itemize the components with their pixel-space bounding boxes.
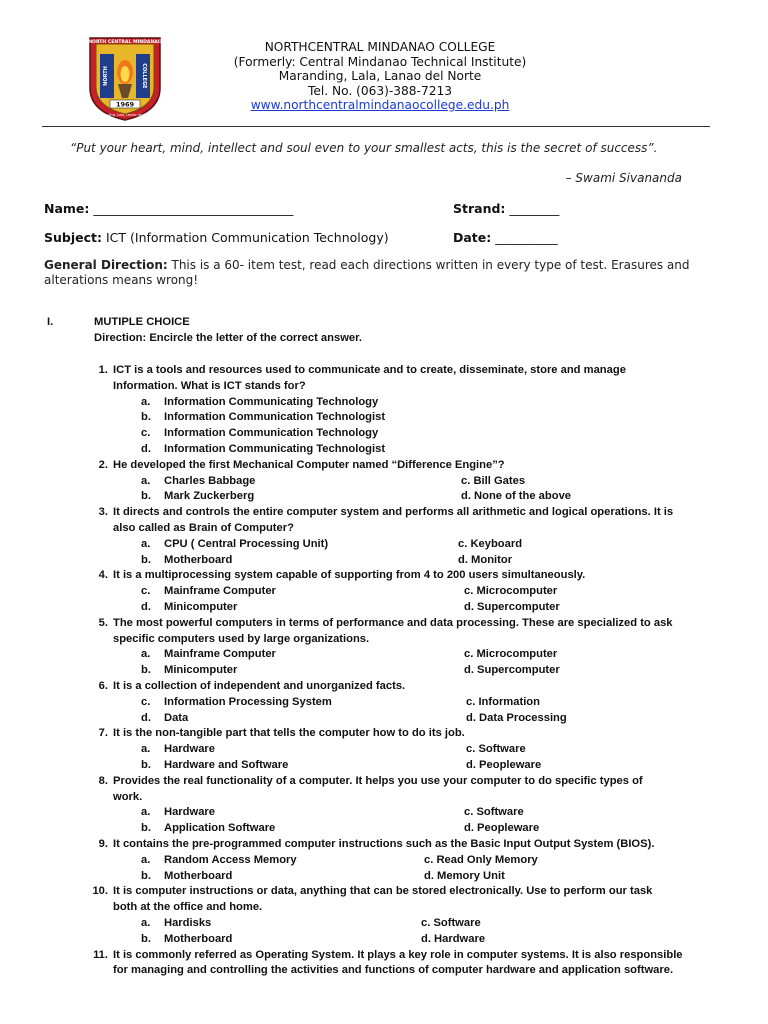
- option-letter: a.: [141, 648, 151, 661]
- option-letter: a.: [141, 474, 151, 487]
- option-text: Charles Babbage: [164, 474, 256, 487]
- strand-blank: ________: [509, 201, 560, 216]
- option-text: Information Communicating Technologist: [164, 443, 386, 455]
- logo-top-text: NORTH CENTRAL MINDANAO: [88, 40, 162, 45]
- option-letter: b.: [141, 869, 151, 882]
- strand-field[interactable]: [453, 201, 559, 216]
- general-direction: [44, 258, 710, 288]
- subject-field: [44, 230, 389, 245]
- option-text-right: d. Hardware: [421, 932, 486, 945]
- question-text: It is commonly referred as Operating System. It plays a key role in computer systems. It is also responsible: [113, 948, 683, 961]
- question-text: It is a collection of independent and unorganized facts.: [113, 680, 406, 692]
- logo-year: 1969: [115, 100, 135, 109]
- question-number: 7.: [98, 727, 108, 740]
- option-letter: b.: [141, 411, 151, 424]
- section-title: MUTIPLE CHOICE: [94, 316, 190, 328]
- option-letter: a.: [141, 917, 151, 929]
- option-text: Hardisks: [164, 917, 212, 929]
- option-letter: d.: [141, 443, 151, 455]
- question-number: 2.: [98, 458, 108, 471]
- option-text-right: c. Software: [421, 917, 481, 929]
- logo-left-text: NORTH: [103, 66, 109, 86]
- question-number: 3.: [98, 506, 108, 519]
- quote-text: “Put your heart, mind, intellect and soul even to your smallest acts, this is the secret of success”.: [70, 141, 658, 155]
- name-label: Name:: [44, 201, 90, 216]
- option-text-right: d. Monitor: [458, 553, 513, 566]
- question-number: 4.: [98, 569, 108, 582]
- option-text: Application Software: [164, 822, 276, 835]
- header-divider: [42, 126, 710, 127]
- option-letter: a.: [141, 853, 151, 866]
- logo-motto: Maranding, Lala, Lanao del Norte: [96, 113, 154, 117]
- option-text-right: c. Software: [466, 743, 526, 756]
- option-text: Data: [164, 711, 189, 724]
- subject-value: ICT (Information Communication Technology): [105, 230, 389, 245]
- option-text-right: d. Supercomputer: [464, 664, 560, 677]
- college-logo: [82, 32, 168, 122]
- general-direction-text: This is a 60- item test, read each directions written in every type of test. Erasures and alterations means wrong!: [44, 258, 690, 287]
- question-number: 11.: [93, 948, 108, 961]
- option-letter: a.: [141, 743, 151, 756]
- date-label: Date:: [453, 230, 492, 245]
- question-text: also called as Brain of Computer?: [113, 522, 294, 534]
- option-letter: d.: [141, 711, 151, 724]
- option-text: Hardware: [164, 806, 215, 819]
- subject-label: Subject:: [44, 230, 102, 245]
- option-text: Information Communication Technology: [164, 427, 379, 440]
- question-text: It contains the pre-programmed computer instructions such as the Basic Input Output System (BIOS).: [113, 838, 655, 850]
- question-number: 5.: [98, 616, 108, 629]
- option-letter: c.: [141, 585, 151, 598]
- option-text: Information Communicating Technology: [164, 395, 379, 408]
- question-text: It is a multiprocessing system capable of supporting from 4 to 200 users simultaneously.: [113, 569, 586, 582]
- question-text: for managing and controlling the activities and functions of computer hardware and application software.: [113, 964, 674, 977]
- option-text-right: d. Data Processing: [466, 711, 567, 724]
- question-text: It is computer instructions or data, anything that can be stored electronically. Use to perform our task: [113, 885, 653, 898]
- option-text-right: c. Keyboard: [458, 537, 523, 550]
- name-blank: ________________________________: [93, 201, 294, 216]
- question-number: 6.: [98, 680, 108, 692]
- option-letter: b.: [141, 932, 151, 945]
- option-letter: b.: [141, 490, 151, 503]
- option-letter: c.: [141, 695, 151, 708]
- section-numeral: I.: [47, 316, 54, 328]
- question-number: 8.: [98, 774, 108, 787]
- question-number: 9.: [98, 838, 108, 850]
- college-website-link[interactable]: www.northcentralmindanaocollege.edu.ph: [250, 98, 510, 112]
- option-text-right: c. Microcomputer: [464, 648, 558, 661]
- option-letter: a.: [141, 537, 151, 550]
- option-text: Motherboard: [164, 932, 233, 945]
- option-text: Mainframe Computer: [164, 585, 276, 598]
- date-blank: __________: [495, 230, 558, 245]
- option-text: Mark Zuckerberg: [164, 490, 255, 503]
- quote-author: – Swami Sivananda: [565, 171, 682, 185]
- option-text: Hardware: [164, 743, 215, 756]
- option-text-right: c. Bill Gates: [461, 474, 526, 487]
- college-header: [210, 40, 550, 113]
- option-text-right: c. Microcomputer: [464, 585, 558, 598]
- option-text-right: c. Software: [464, 806, 524, 819]
- option-text: Mainframe Computer: [164, 648, 276, 661]
- question-number: 1.: [98, 364, 108, 376]
- option-text: CPU ( Central Processing Unit): [164, 537, 329, 550]
- option-text: Motherboard: [164, 869, 233, 882]
- question-number: 10.: [92, 885, 108, 898]
- option-text: Minicomputer: [164, 601, 238, 613]
- option-text-right: c. Read Only Memory: [424, 853, 538, 866]
- question-text: The most powerful computers in terms of performance and data processing. These are specialized to ask: [113, 616, 673, 629]
- option-text: Information Processing System: [164, 695, 332, 708]
- question-text: work.: [113, 790, 143, 803]
- option-letter: b.: [141, 553, 151, 566]
- option-text-right: d. Supercomputer: [464, 601, 560, 613]
- college-tel: Tel. No. (063)-388-7213: [308, 83, 452, 98]
- question-text: ICT is a tools and resources used to communicate and to create, disseminate, store and manage: [113, 364, 626, 376]
- strand-label: Strand:: [453, 201, 506, 216]
- option-letter: b.: [141, 664, 151, 677]
- general-direction-label: General Direction:: [44, 258, 168, 272]
- option-text: Motherboard: [164, 553, 233, 566]
- option-text-right: d. Peopleware: [464, 822, 540, 835]
- question-text: both at the office and home.: [113, 901, 263, 914]
- question-text: Information. What is ICT stands for?: [113, 379, 306, 392]
- section-direction: Direction: Encircle the letter of the correct answer.: [94, 332, 362, 344]
- option-text: Hardware and Software: [164, 759, 289, 771]
- option-letter: d.: [141, 601, 151, 613]
- question-text: Provides the real functionality of a computer. It helps you use your computer to do specific types of: [113, 774, 643, 787]
- question-text: He developed the first Mechanical Computer named “Difference Engine”?: [113, 458, 505, 471]
- option-text: Minicomputer: [164, 664, 238, 677]
- college-name: NORTHCENTRAL MINDANAO COLLEGE: [264, 40, 496, 54]
- option-letter: a.: [141, 395, 151, 408]
- option-text: Information Communication Technologist: [164, 411, 386, 424]
- question-text: It directs and controls the entire computer system and performs all arithmetic and logical operations. It is: [113, 506, 674, 519]
- question-text: specific computers used by large organizations.: [113, 632, 370, 645]
- option-text-right: d. Memory Unit: [424, 869, 505, 882]
- logo-right-text: COLLEGE: [141, 63, 147, 89]
- option-text: Random Access Memory: [164, 853, 297, 866]
- option-letter: b.: [141, 822, 151, 835]
- option-letter: b.: [141, 759, 151, 771]
- college-address: Maranding, Lala, Lanao del Norte: [278, 69, 482, 83]
- option-text-right: d. Peopleware: [466, 759, 542, 771]
- option-text-right: d. None of the above: [461, 490, 572, 503]
- date-field[interactable]: [453, 230, 558, 245]
- college-formerly: (Formerly: Central Mindanao Technical Institute): [233, 54, 527, 69]
- option-letter: a.: [141, 806, 151, 819]
- question-text: It is the non-tangible part that tells the computer how to do its job.: [113, 727, 465, 740]
- option-letter: c.: [141, 427, 151, 440]
- option-text-right: c. Information: [466, 695, 540, 708]
- name-field[interactable]: [44, 201, 293, 216]
